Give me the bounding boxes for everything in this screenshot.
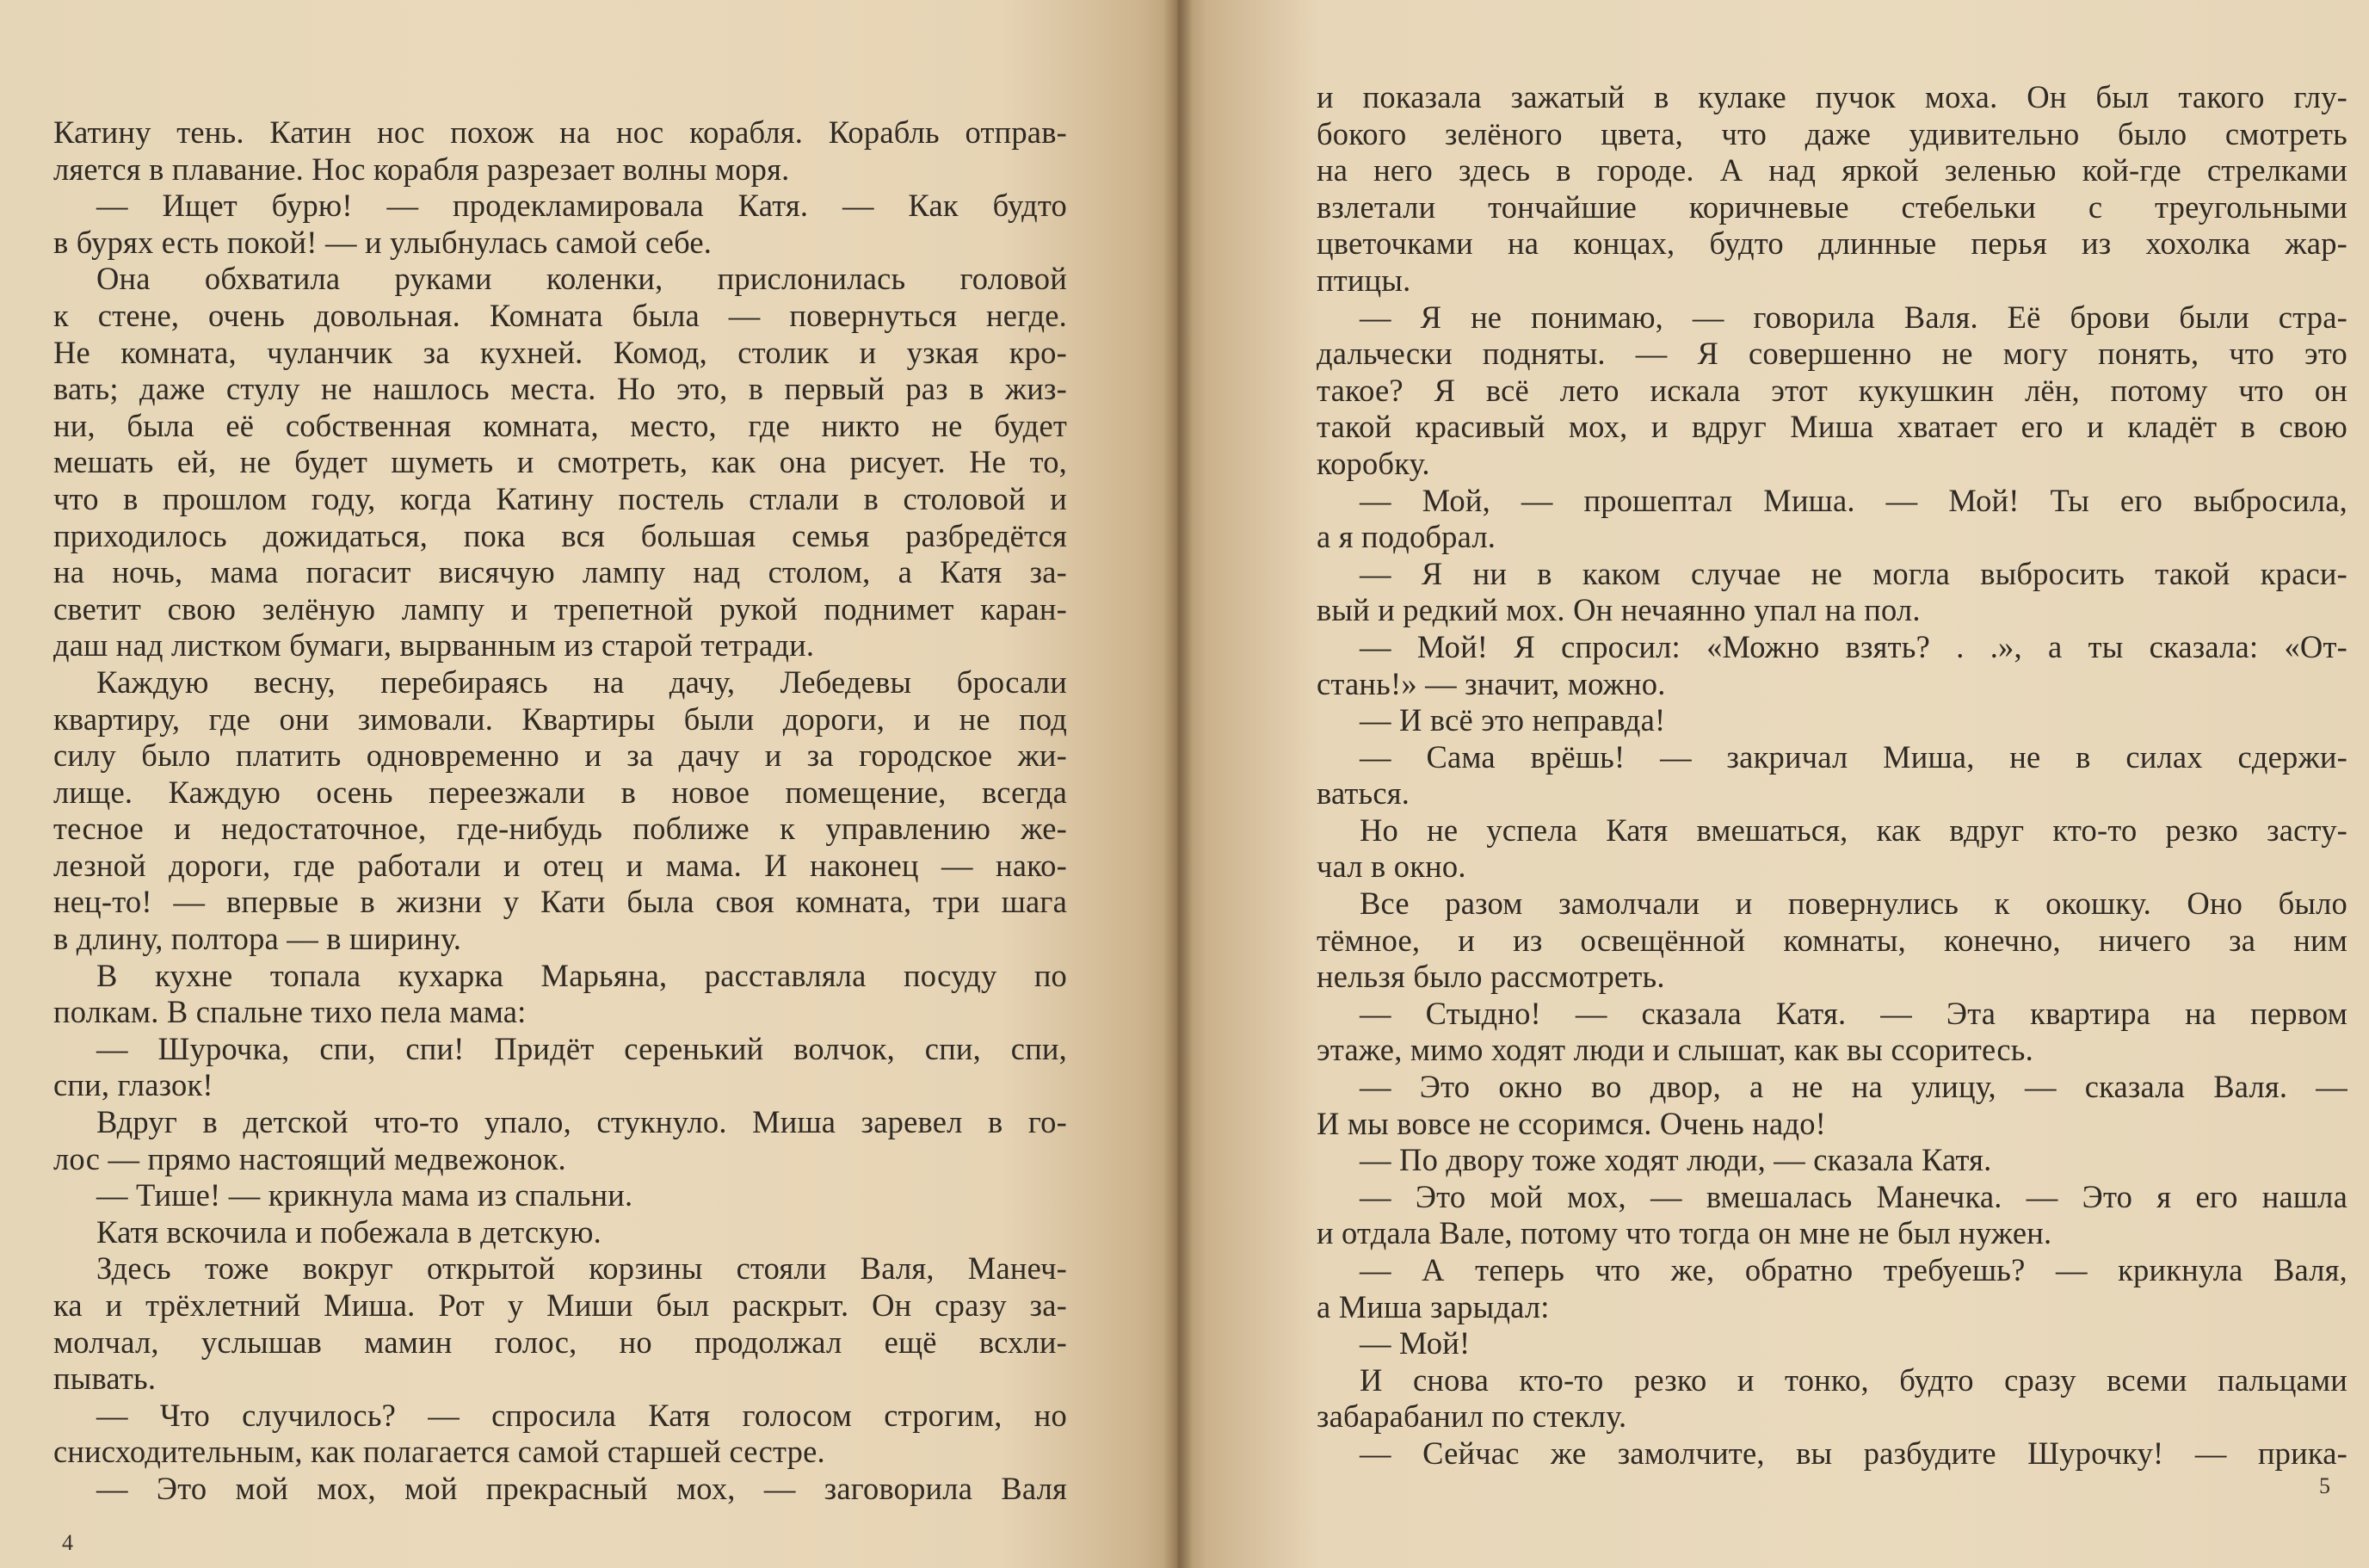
- text-line: — Это окно во двор, а не на улицу, — сказала Валя. —: [1360, 1069, 2347, 1105]
- text-line: лище. Каждую осень переезжали в новое помещение, всегда: [53, 774, 1067, 810]
- text-line: ляется в плавание. Нос корабля разрезает волны моря.: [53, 151, 790, 187]
- text-line: ваться.: [1317, 775, 1410, 812]
- text-line: цветочками на концах, будто длинные перья из хохолка жар-: [1317, 225, 2347, 262]
- text-line: приходилось дожидаться, пока вся большая семья разбредётся: [53, 517, 1067, 553]
- text-line: мешать ей, не будет шуметь и смотреть, как она рисует. Не то,: [53, 444, 1067, 480]
- text-line: а я подобрал.: [1317, 519, 1496, 555]
- text-line: — Я ни в каком случае не могла выбросить такой краси-: [1360, 555, 2347, 591]
- right-page-number: 5: [2319, 1473, 2330, 1498]
- right-page: [1177, 0, 2369, 1568]
- text-line: лос — прямо настоящий медвежонок.: [53, 1140, 566, 1176]
- text-line: а Миша зарыдал:: [1317, 1288, 1550, 1324]
- text-line: коробку.: [1317, 445, 1430, 481]
- text-line: взлетали тончайшие коричневые стебельки с треугольными: [1317, 188, 2347, 225]
- text-line: такое? Я всё лето искала этот кукушкин лён, потому что он: [1317, 372, 2347, 408]
- text-line: — И всё это неправда!: [1360, 702, 1666, 738]
- text-line: чал в окно.: [1317, 849, 1466, 885]
- text-line: И снова кто-то резко и тонко, будто сразу всеми пальцами: [1360, 1361, 2347, 1398]
- text-line: — Мой!: [1360, 1325, 1471, 1361]
- book-gutter: [1163, 0, 1193, 1568]
- text-line: Вдруг в детской что-то упало, стукнуло. Миша заревел в го-: [96, 1104, 1067, 1140]
- text-line: на него здесь в городе. А над яркой зеленью кой-где стрелками: [1317, 152, 2347, 188]
- text-line: — Стыдно! — сказала Катя. — Эта квартира на первом: [1360, 995, 2347, 1031]
- text-line: — Что случилось? — спросила Катя голосом строгим, но: [96, 1397, 1067, 1433]
- text-line: снисходительным, как полагается самой старшей сестре.: [53, 1434, 825, 1470]
- text-line: бокого зелёного цвета, что даже удивительно было смотреть: [1317, 115, 2347, 151]
- left-page: [0, 0, 1177, 1568]
- text-line: нельзя было рассмотреть.: [1317, 959, 1665, 995]
- text-line: — Сама врёшь! — закричал Миша, не в силах сдержи-: [1360, 738, 2347, 775]
- text-line: ка и трёхлетний Миша. Рот у Миши был раскрыт. Он сразу за-: [53, 1287, 1067, 1323]
- text-line: Но не успела Катя вмешаться, как вдруг кто-то резко засту-: [1360, 812, 2347, 848]
- text-line: — Это мой мох, мой прекрасный мох, — заговорила Валя: [96, 1470, 1067, 1506]
- text-line: ни, была её собственная комната, место, где никто не будет: [53, 407, 1067, 443]
- text-line: — Тише! — крикнула мама из спальни.: [96, 1177, 633, 1213]
- left-page-text: [53, 114, 1067, 1508]
- text-line: Каждую весну, перебираясь на дачу, Лебедевы бросали: [96, 664, 1067, 700]
- text-line: в бурях есть покой! — и улыбнулась самой себе.: [53, 224, 713, 260]
- text-line: стань!» — значит, можно.: [1317, 665, 1666, 701]
- text-line: к стене, очень довольная. Комната была — повернуться негде.: [53, 297, 1067, 333]
- text-line: — Сейчас же замолчите, вы разбудите Шурочку! — прика-: [1360, 1435, 2347, 1471]
- text-line: — Это мой мох, — вмешалась Манечка. — Это я его нашла: [1360, 1178, 2347, 1214]
- text-line: нец-то! — впервые в жизни у Кати была своя комната, три шага: [53, 884, 1067, 920]
- text-line: И мы вовсе не ссоримся. Очень надо!: [1317, 1105, 1827, 1141]
- text-line: молчал, услышав мамин голос, но продолжал ещё всхли-: [53, 1324, 1067, 1360]
- text-line: Катя вскочила и побежала в детскую.: [96, 1213, 602, 1250]
- text-line: — Мой! Я спросил: «Можно взять? . .», а ты сказала: «От-: [1360, 628, 2347, 664]
- text-line: вать; даже стулу не нашлось места. Но это, в первый раз в жиз-: [53, 371, 1067, 407]
- text-line: тёмное, и из освещённой комнаты, конечно, ничего за ним: [1317, 922, 2347, 958]
- text-line: квартиру, где они зимовали. Квартиры были дороги, и не под: [53, 701, 1067, 737]
- text-line: дальчески подняты. — Я совершенно не могу понять, что это: [1317, 336, 2347, 372]
- text-line: спи, глазок!: [53, 1067, 213, 1103]
- text-line: — А теперь что же, обратно требуешь? — крикнула Валя,: [1360, 1252, 2347, 1287]
- text-line: Не комната, чуланчик за кухней. Комод, столик и узкая кро-: [53, 334, 1067, 370]
- text-line: в длину, полтора — в ширину.: [53, 921, 462, 957]
- text-line: Здесь тоже вокруг открытой корзины стояли Валя, Манеч-: [96, 1250, 1067, 1287]
- text-line: — Ищет бурю! — продекламировала Катя. — Как будто: [96, 188, 1067, 224]
- text-line: что в прошлом году, когда Катину постель стлали в столовой и: [53, 480, 1067, 516]
- text-line: Она обхватила руками коленки, прислонилась головой: [96, 261, 1067, 297]
- text-line: силу было платить одновременно и за дачу и за городское жи-: [53, 738, 1067, 774]
- text-line: — Мой, — прошептал Миша. — Мой! Ты его выбросила,: [1360, 482, 2347, 518]
- text-line: тесное и недостаточное, где-нибудь поближе к управлению же-: [53, 811, 1067, 847]
- text-line: полкам. В спальне тихо пела мама:: [53, 994, 527, 1030]
- text-line: вый и редкий мох. Он нечаянно упал на пол.: [1317, 592, 1921, 628]
- text-line: этаже, мимо ходят люди и слышат, как вы ссоритесь.: [1317, 1032, 2033, 1068]
- right-page-text: [1317, 79, 2347, 1472]
- text-line: — Я не понимаю, — говорила Валя. Её брови были стра-: [1360, 299, 2347, 335]
- text-line: Все разом замолчали и повернулись к окошку. Оно было: [1360, 886, 2347, 922]
- text-line: — Шурочка, спи, спи! Придёт серенький волчок, спи, спи,: [96, 1030, 1067, 1066]
- text-line: В кухне топала кухарка Марьяна, расставляла посуду по: [96, 957, 1067, 993]
- text-line: светит свою зелёную лампу и трепетной рукой поднимет каран-: [53, 590, 1067, 627]
- text-line: и отдала Вале, потому что тогда он мне не был нужен.: [1317, 1215, 2052, 1251]
- text-line: — По двору тоже ходят люди, — сказала Катя.: [1360, 1142, 1992, 1178]
- text-line: птицы.: [1317, 262, 1411, 298]
- text-line: такой красивый мох, и вдруг Миша хватает его и кладёт в свою: [1317, 409, 2347, 445]
- text-line: забарабанил по стеклу.: [1317, 1398, 1627, 1435]
- text-line: даш над листком бумаги, вырванным из старой тетради.: [53, 627, 815, 664]
- text-line: пывать.: [53, 1361, 157, 1397]
- text-line: на ночь, мама погасит висячую лампу над столом, а Катя за-: [53, 554, 1067, 590]
- text-line: Катину тень. Катин нос похож на нос корабля. Корабль отправ-: [53, 114, 1067, 150]
- left-page-number: 4: [62, 1530, 73, 1555]
- text-line: и показала зажатый в кулаке пучок моха. Он был такого глу-: [1317, 79, 2347, 114]
- text-line: лезной дороги, где работали и отец и мама. И наконец — нако-: [53, 847, 1067, 883]
